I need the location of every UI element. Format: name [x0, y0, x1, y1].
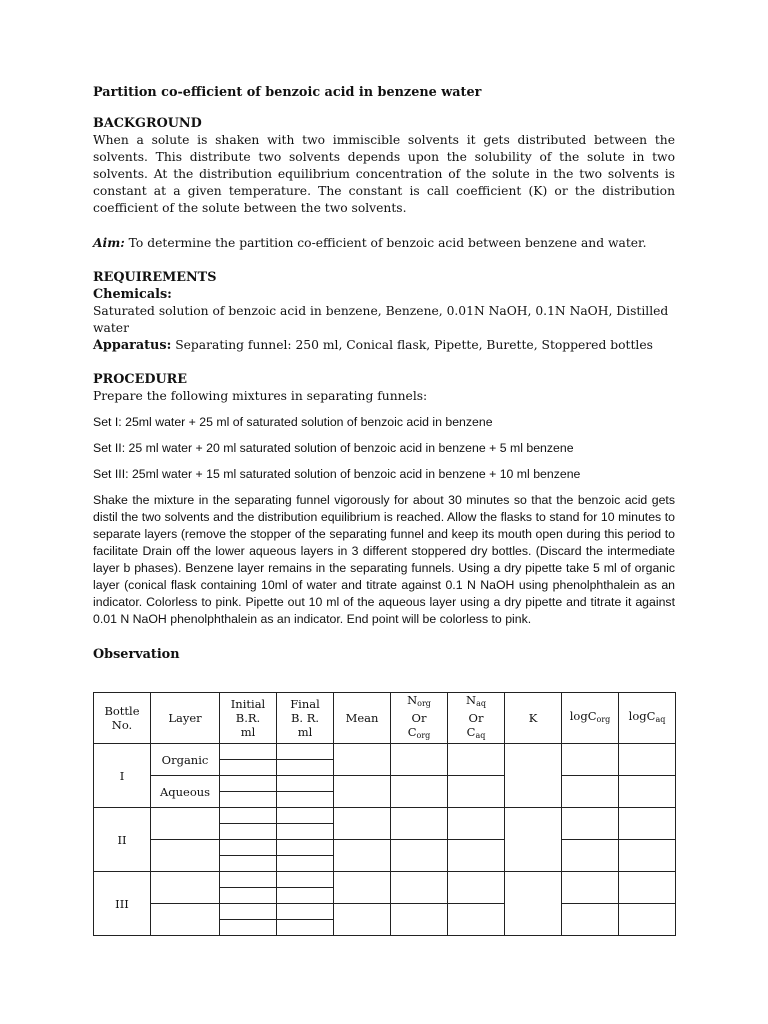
bottle-cell: II: [94, 808, 151, 872]
header-mean: Mean: [334, 693, 391, 744]
procedure-intro: Prepare the following mixtures in separating funnels:: [93, 389, 428, 403]
requirements-heading: REQUIREMENTS: [93, 270, 217, 285]
chemicals-label: Chemicals:: [93, 287, 172, 302]
procedure-body: Shake the mixture in the separating funnel vigorously for about 30 minutes so that the benzoic acid gets distil the two solvents and the distribution equilibrium is reached. Allow the flasks to stand for 10 minutes to separate layers (remove the stopper of the separating funnel and keep its mouth open during this period to facilitate Drain off the lower aqueous layers in 3 different stoppered dry bottles. (Discard the intermediate layer b phases). Benzene layer remains in the separating funnels. Using a dry pipette take 5 ml of organic layer (conical flask containing 10ml of water and titrate against 0.1 N NaOH using phenolphthalein as an indicator. Colorless to pink. Pipette out 10 ml of the aqueous layer using a dry pipette and titrate it against 0.01 N NaOH phenolphthalein as an indicator. End point will be colorless to pink.: [93, 493, 675, 626]
set-3: Set III: 25ml water + 15 ml saturated solution of benzoic acid in benzene + 10 ml benzene: [93, 467, 581, 481]
apparatus-paragraph: [93, 337, 675, 354]
header-logcaq: logC$_{aq}$: [619, 693, 676, 744]
table-row: [94, 904, 676, 920]
header-naq: $N_{aq}$ Or $C_{aq}$: [448, 693, 505, 744]
table-row: [94, 840, 676, 856]
apparatus-text: Separating funnel: 250 ml, Conical flask, Pipette, Burette, Stoppered bottles: [171, 338, 653, 352]
procedure-heading: PROCEDURE: [93, 372, 187, 387]
document-title: Partition co-efficient of benzoic acid in benzene water: [93, 85, 482, 100]
bottle-cell: III: [94, 872, 151, 936]
layer-cell: Aqueous: [151, 776, 220, 808]
header-layer: Layer: [151, 693, 220, 744]
chemicals-text: Saturated solution of benzoic acid in benzene, Benzene, 0.01N NaOH, 0.1N NaOH, Distilled water: [93, 304, 669, 335]
observation-table: [93, 692, 676, 936]
set-2: Set II: 25 ml water + 20 ml saturated solution of benzoic acid in benzene + 5 ml benzene: [93, 441, 574, 455]
header-initial: Initial B.R. ml: [220, 693, 277, 744]
aim-text: To determine the partition co-efficient of benzoic acid between benzene and water.: [124, 236, 647, 250]
header-final: Final B. R. ml: [277, 693, 334, 744]
header-k: K: [505, 693, 562, 744]
document-body: [93, 84, 675, 663]
header-logcorg: logC$_{org}$: [562, 693, 619, 744]
header-norg: $N_{org}$ Or $C_{org}$: [391, 693, 448, 744]
layer-cell: Organic: [151, 744, 220, 776]
table-row: [94, 744, 676, 760]
observation-heading: Observation: [93, 647, 180, 662]
background-heading: BACKGROUND: [93, 116, 202, 131]
bottle-cell: I: [94, 744, 151, 808]
table-row: [94, 808, 676, 824]
aim-paragraph: [93, 234, 675, 252]
set-1: Set I: 25ml water + 25 ml of saturated solution of benzoic acid in benzene: [93, 415, 493, 429]
table-row: [94, 776, 676, 792]
table-row: [94, 872, 676, 888]
table-header-row: [94, 693, 676, 744]
aim-label: Aim:: [93, 235, 125, 250]
apparatus-label: Apparatus:: [93, 338, 172, 353]
background-text: When a solute is shaken with two immiscible solvents it gets distributed between the solvents. This distribute two solvents depends upon the solubility of the solute in two solvents. At the distribution equilibrium concentration of the solute in the two solvents is constant at a given temperature. The constant is call coefficient (K) or the distribution coefficient of the solute between the two solvents.: [93, 133, 675, 215]
header-bottle: Bottle No.: [94, 693, 151, 744]
